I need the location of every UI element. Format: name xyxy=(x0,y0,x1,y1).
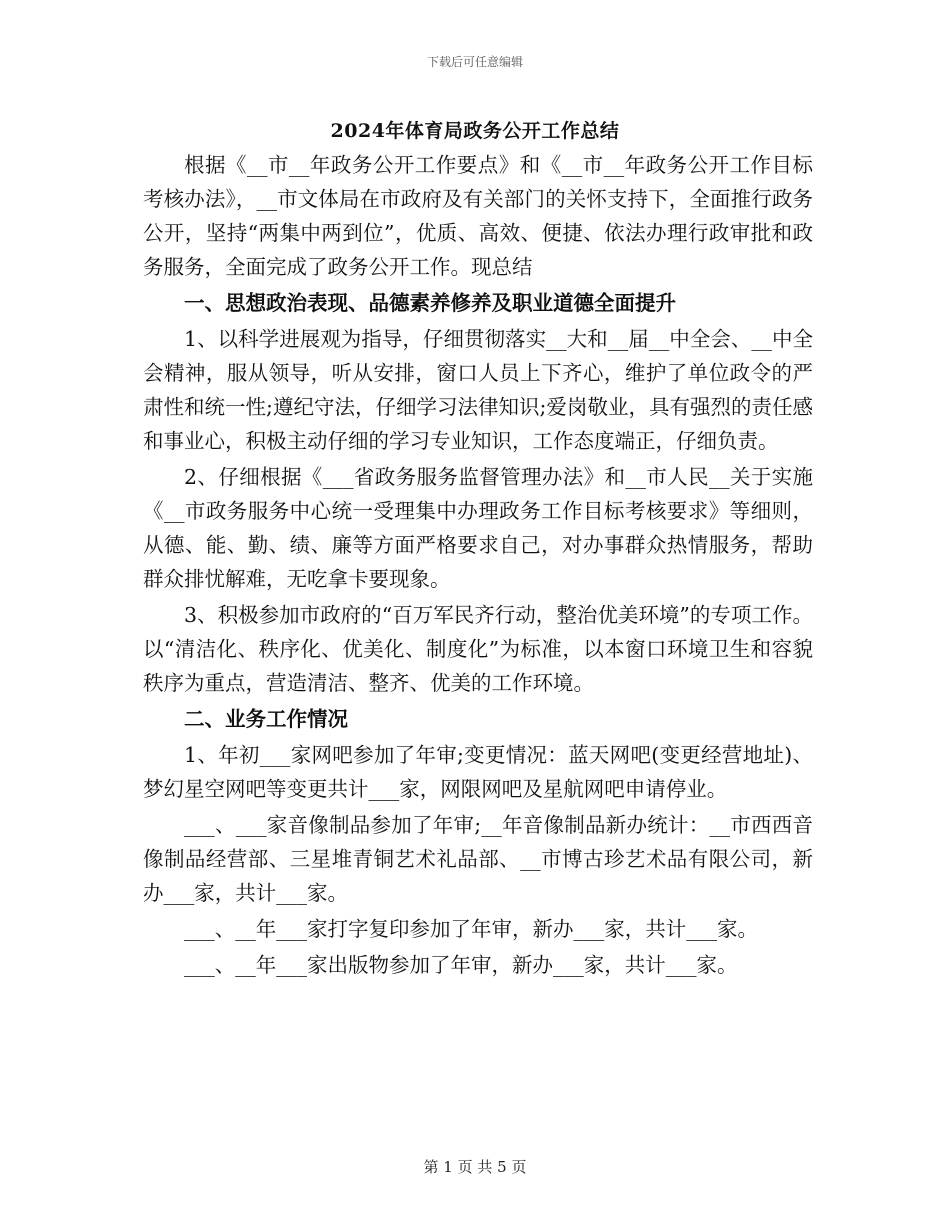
paragraph-6: ___、__年___家打字复印参加了年审，新办___家，共计___家。 xyxy=(184,917,758,941)
document-title: 2024年体育局政务公开工作总结 xyxy=(330,120,620,142)
section-heading-2: 二、业务工作情况 xyxy=(184,707,348,731)
page-header: 下载后可任意编辑 xyxy=(426,55,523,69)
section-heading-1: 一、思想政治表现、品德素养修养及职业道德全面提升 xyxy=(184,291,676,315)
document-body xyxy=(143,148,813,984)
page-footer: 第 1 页 共 5 页 xyxy=(423,1158,527,1176)
paragraph-1: 1、以科学进展观为指导，仔细贯彻落实__大和__届__中全会、__中全会精神，服从领导，听从安排，窗口人员上下齐心，维护了单位政令的严肃性和统一性;遵纪守法，仔细学习法律知识;爱岗敬业，具有强烈的责任感和事业心，积极主动仔细的学习专业知识，工作态度端正，仔细负责。 xyxy=(143,327,813,453)
paragraph-2: 2、仔细根据《___省政务服务监督管理办法》和__市人民__关于实施《__市政务服务中心统一受理集中办理政务工作目标考核要求》等细则，从德、能、勤、绩、廉等方面严格要求自己，对办事群众热情服务，帮助群众排忧解难，无吃拿卡要现象。 xyxy=(143,465,813,591)
paragraph-7: ___、__年___家出版物参加了年审，新办___家，共计___家。 xyxy=(184,953,738,977)
intro-paragraph: 根据《__市__年政务公开工作要点》和《__市__年政务公开工作目标考核办法》，__市文体局在市政府及有关部门的关怀支持下，全面推行政务公开，坚持“两集中两到位”，优质、高效、便捷、依法办理行政审批和政务服务，全面完成了政务公开工作。现总结 xyxy=(143,153,813,279)
paragraph-4: 1、年初___家网吧参加了年审;变更情况：蓝天网吧(变更经营地址)、梦幻星空网吧等变更共计___家，网限网吧及星航网吧申请停业。 xyxy=(143,743,813,801)
paragraph-3: 3、积极参加市政府的“百万军民齐行动，整治优美环境”的专项工作。以“清洁化、秩序化、优美化、制度化”为标准，以本窗口环境卫生和容貌秩序为重点，营造清洁、整齐、优美的工作环境。 xyxy=(143,603,813,695)
paragraph-5: ___、___家音像制品参加了年审;__年音像制品新办统计：__市西西音像制品经营部、三星堆青铜艺术礼品部、__市博古珍艺术品有限公司，新办___家，共计___家。 xyxy=(143,813,813,905)
